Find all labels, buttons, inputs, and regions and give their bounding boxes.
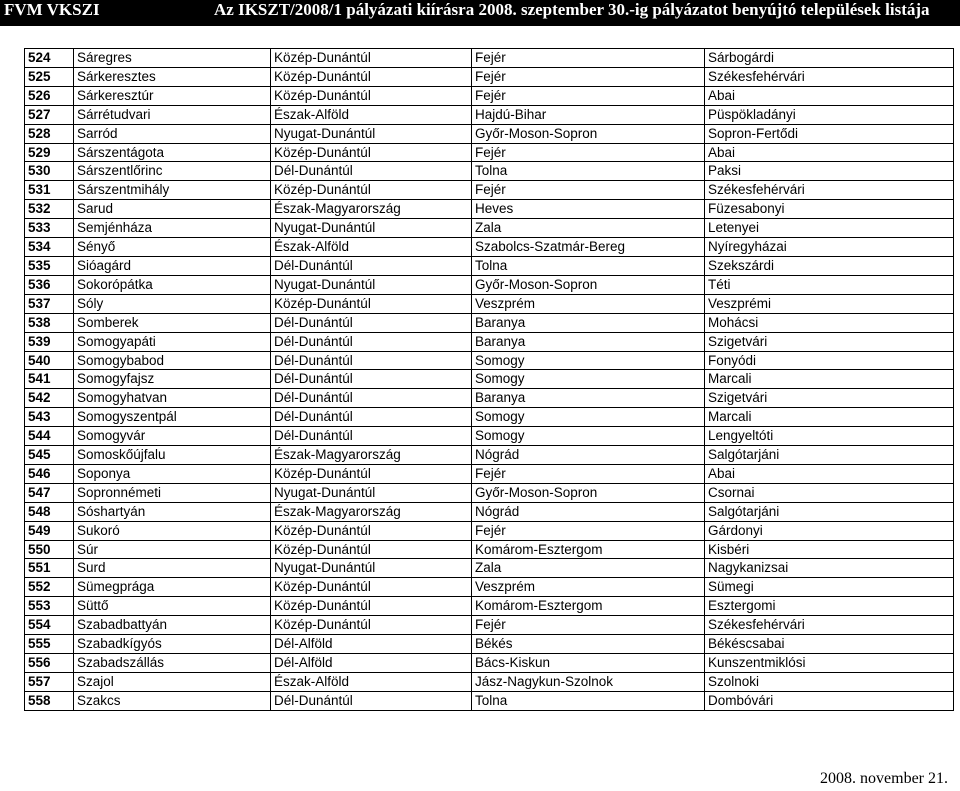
settlement-name: Szabadbattyán [74,616,271,635]
table-row [25,483,954,502]
table-row [25,464,954,483]
row-number: 549 [25,521,74,540]
county-name: Baranya [472,332,705,351]
row-number: 543 [25,408,74,427]
region-name: Közép-Dunántúl [271,464,472,483]
table-row [25,67,954,86]
county-name: Jász-Nagykun-Szolnok [472,672,705,691]
subregion-name: Füzesabonyi [705,200,954,219]
county-name: Fejér [472,616,705,635]
table-row [25,408,954,427]
settlement-name: Somogyfajsz [74,370,271,389]
subregion-name: Székesfehérvári [705,181,954,200]
region-name: Közép-Dunántúl [271,616,472,635]
row-number: 524 [25,49,74,68]
county-name: Békés [472,635,705,654]
settlement-name: Surd [74,559,271,578]
county-name: Somogy [472,427,705,446]
table-row [25,616,954,635]
subregion-name: Szigetvári [705,332,954,351]
row-number: 548 [25,502,74,521]
subregion-name: Marcali [705,370,954,389]
region-name: Észak-Alföld [271,238,472,257]
table-row [25,294,954,313]
settlement-name: Súr [74,540,271,559]
table-row [25,654,954,673]
settlement-name: Soponya [74,464,271,483]
row-number: 540 [25,351,74,370]
settlement-name: Semjénháza [74,219,271,238]
subregion-name: Abai [705,464,954,483]
county-name: Nógrád [472,502,705,521]
region-name: Dél-Dunántúl [271,351,472,370]
county-name: Veszprém [472,294,705,313]
document-title: Az IKSZT/2008/1 pályázati kiírásra 2008. szeptember 30.-ig pályázatot benyújtó települések listája [214,0,930,19]
table-row [25,162,954,181]
region-name: Dél-Alföld [271,635,472,654]
settlement-name: Sarud [74,200,271,219]
settlement-name: Sóly [74,294,271,313]
subregion-name: Sopron-Fertődi [705,124,954,143]
region-name: Közép-Dunántúl [271,181,472,200]
row-number: 531 [25,181,74,200]
table-row [25,332,954,351]
settlements-table-body [25,49,954,711]
subregion-name: Paksi [705,162,954,181]
table-row [25,578,954,597]
settlement-name: Sárrétudvari [74,105,271,124]
row-number: 541 [25,370,74,389]
table-row [25,691,954,710]
settlement-name: Somogyszentpál [74,408,271,427]
table-row [25,370,954,389]
settlement-name: Sényő [74,238,271,257]
row-number: 557 [25,672,74,691]
county-name: Somogy [472,370,705,389]
subregion-name: Mohácsi [705,313,954,332]
region-name: Észak-Magyarország [271,502,472,521]
settlement-name: Szajol [74,672,271,691]
subregion-name: Kunszentmiklósi [705,654,954,673]
table-row [25,200,954,219]
county-name: Tolna [472,691,705,710]
subregion-name: Szekszárdi [705,256,954,275]
row-number: 529 [25,143,74,162]
region-name: Nyugat-Dunántúl [271,483,472,502]
subregion-name: Nyíregyházai [705,238,954,257]
table-row [25,238,954,257]
settlement-name: Sióagárd [74,256,271,275]
subregion-name: Dombóvári [705,691,954,710]
row-number: 538 [25,313,74,332]
row-number: 546 [25,464,74,483]
table-row [25,521,954,540]
table-row [25,181,954,200]
county-name: Győr-Moson-Sopron [472,124,705,143]
county-name: Tolna [472,162,705,181]
region-name: Dél-Dunántúl [271,427,472,446]
region-name: Dél-Dunántúl [271,256,472,275]
page-header [0,0,960,26]
region-name: Dél-Dunántúl [271,332,472,351]
county-name: Fejér [472,67,705,86]
settlement-name: Somogyapáti [74,332,271,351]
settlement-name: Somoskőújfalu [74,446,271,465]
row-number: 530 [25,162,74,181]
table-row [25,389,954,408]
region-name: Észak-Magyarország [271,446,472,465]
table-row [25,49,954,68]
table-row [25,105,954,124]
region-name: Közép-Dunántúl [271,294,472,313]
region-name: Dél-Dunántúl [271,162,472,181]
subregion-name: Salgótarjáni [705,446,954,465]
region-name: Dél-Dunántúl [271,370,472,389]
settlement-name: Szabadszállás [74,654,271,673]
table-row [25,635,954,654]
county-name: Fejér [472,464,705,483]
region-name: Nyugat-Dunántúl [271,219,472,238]
subregion-name: Székesfehérvári [705,67,954,86]
row-number: 527 [25,105,74,124]
settlement-name: Sukoró [74,521,271,540]
subregion-name: Veszprémi [705,294,954,313]
row-number: 550 [25,540,74,559]
row-number: 532 [25,200,74,219]
subregion-name: Gárdonyi [705,521,954,540]
organization-name: FVM VKSZI [4,0,100,19]
settlement-name: Sárkeresztúr [74,86,271,105]
region-name: Közép-Dunántúl [271,86,472,105]
region-name: Dél-Dunántúl [271,408,472,427]
subregion-name: Téti [705,275,954,294]
subregion-name: Székesfehérvári [705,616,954,635]
settlement-name: Somogybabod [74,351,271,370]
row-number: 534 [25,238,74,257]
subregion-name: Csornai [705,483,954,502]
subregion-name: Sárbogárdi [705,49,954,68]
subregion-name: Szolnoki [705,672,954,691]
row-number: 551 [25,559,74,578]
county-name: Somogy [472,351,705,370]
settlement-name: Süttő [74,597,271,616]
region-name: Nyugat-Dunántúl [271,275,472,294]
table-row [25,143,954,162]
county-name: Tolna [472,256,705,275]
region-name: Közép-Dunántúl [271,578,472,597]
settlement-name: Somogyvár [74,427,271,446]
table-row [25,124,954,143]
county-name: Győr-Moson-Sopron [472,275,705,294]
row-number: 558 [25,691,74,710]
row-number: 542 [25,389,74,408]
table-row [25,559,954,578]
subregion-name: Letenyei [705,219,954,238]
subregion-name: Békéscsabai [705,635,954,654]
region-name: Dél-Dunántúl [271,313,472,332]
row-number: 556 [25,654,74,673]
region-name: Dél-Alföld [271,654,472,673]
settlement-name: Sárszentmihály [74,181,271,200]
row-number: 545 [25,446,74,465]
county-name: Fejér [472,181,705,200]
table-row [25,427,954,446]
county-name: Nógrád [472,446,705,465]
row-number: 537 [25,294,74,313]
settlement-name: Sümegprága [74,578,271,597]
row-number: 525 [25,67,74,86]
table-row [25,597,954,616]
settlement-name: Sarród [74,124,271,143]
row-number: 535 [25,256,74,275]
row-number: 553 [25,597,74,616]
row-number: 539 [25,332,74,351]
region-name: Észak-Alföld [271,105,472,124]
row-number: 526 [25,86,74,105]
row-number: 528 [25,124,74,143]
row-number: 544 [25,427,74,446]
row-number: 536 [25,275,74,294]
county-name: Fejér [472,521,705,540]
subregion-name: Fonyódi [705,351,954,370]
county-name: Baranya [472,389,705,408]
settlement-name: Sárszentágota [74,143,271,162]
county-name: Szabolcs-Szatmár-Bereg [472,238,705,257]
settlement-name: Somogyhatvan [74,389,271,408]
county-name: Hajdú-Bihar [472,105,705,124]
subregion-name: Püspökladányi [705,105,954,124]
settlement-name: Somberek [74,313,271,332]
subregion-name: Abai [705,86,954,105]
region-name: Nyugat-Dunántúl [271,124,472,143]
county-name: Fejér [472,86,705,105]
table-row [25,256,954,275]
region-name: Észak-Alföld [271,672,472,691]
region-name: Közép-Dunántúl [271,143,472,162]
row-number: 554 [25,616,74,635]
subregion-name: Abai [705,143,954,162]
row-number: 555 [25,635,74,654]
county-name: Győr-Moson-Sopron [472,483,705,502]
county-name: Komárom-Esztergom [472,540,705,559]
subregion-name: Nagykanizsai [705,559,954,578]
table-row [25,502,954,521]
settlement-name: Sáregres [74,49,271,68]
subregion-name: Lengyeltóti [705,427,954,446]
table-row [25,86,954,105]
settlement-name: Szabadkígyós [74,635,271,654]
region-name: Közép-Dunántúl [271,540,472,559]
county-name: Fejér [472,143,705,162]
region-name: Közép-Dunántúl [271,597,472,616]
table-row [25,351,954,370]
county-name: Zala [472,559,705,578]
subregion-name: Salgótarjáni [705,502,954,521]
settlement-name: Szakcs [74,691,271,710]
settlement-name: Sopronnémeti [74,483,271,502]
table-row [25,219,954,238]
region-name: Észak-Magyarország [271,200,472,219]
row-number: 547 [25,483,74,502]
county-name: Veszprém [472,578,705,597]
subregion-name: Sümegi [705,578,954,597]
settlement-name: Sárkeresztes [74,67,271,86]
region-name: Nyugat-Dunántúl [271,559,472,578]
subregion-name: Esztergomi [705,597,954,616]
subregion-name: Marcali [705,408,954,427]
county-name: Somogy [472,408,705,427]
county-name: Fejér [472,49,705,68]
row-number: 552 [25,578,74,597]
settlement-name: Sárszentlőrinc [74,162,271,181]
footer-date: 2008. november 21. [820,770,948,787]
county-name: Zala [472,219,705,238]
subregion-name: Szigetvári [705,389,954,408]
county-name: Bács-Kiskun [472,654,705,673]
settlement-name: Sokorópátka [74,275,271,294]
region-name: Közép-Dunántúl [271,49,472,68]
county-name: Baranya [472,313,705,332]
region-name: Közép-Dunántúl [271,521,472,540]
county-name: Heves [472,200,705,219]
subregion-name: Kisbéri [705,540,954,559]
region-name: Közép-Dunántúl [271,67,472,86]
table-row [25,313,954,332]
settlement-name: Sóshartyán [74,502,271,521]
region-name: Dél-Dunántúl [271,691,472,710]
table-row [25,540,954,559]
settlements-table [24,48,954,711]
table-row [25,672,954,691]
row-number: 533 [25,219,74,238]
table-row [25,446,954,465]
region-name: Dél-Dunántúl [271,389,472,408]
table-row [25,275,954,294]
county-name: Komárom-Esztergom [472,597,705,616]
